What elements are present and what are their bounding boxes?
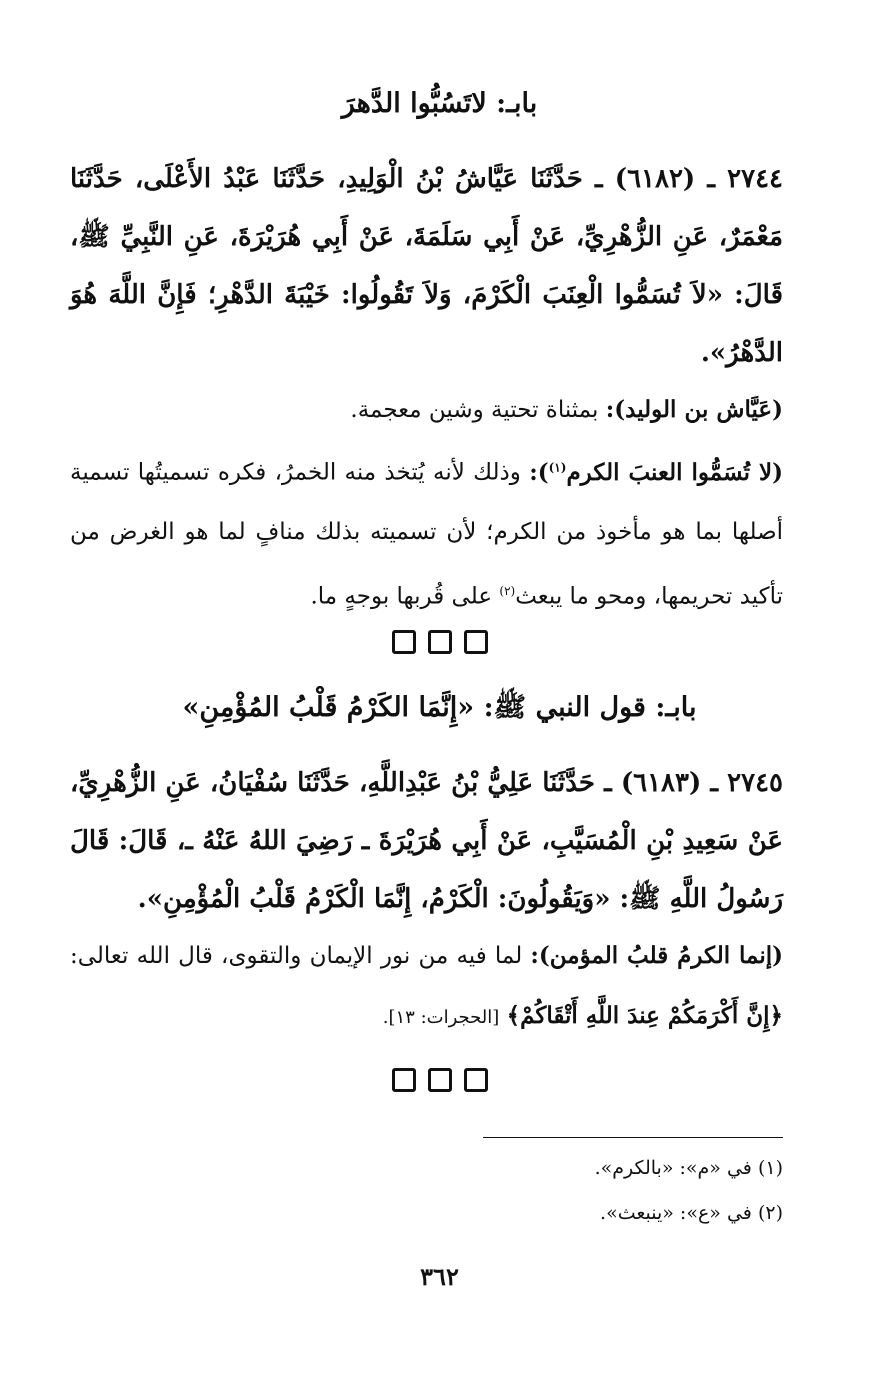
footnote-number: (١) xyxy=(757,1157,783,1179)
commentary-text: بمثناة تحتية وشين معجمة. xyxy=(350,397,599,423)
square-ornament-icon xyxy=(428,630,452,654)
commentary-term: (عَيَّاش بن الوليد): xyxy=(605,396,783,423)
square-ornament-icon xyxy=(464,1068,488,1092)
section-separator xyxy=(0,630,879,654)
footnote-text: في «ع»: «ينبعث». xyxy=(600,1202,752,1224)
commentary-note-3 xyxy=(70,926,783,1047)
commentary-term: (إنما الكرمُ قلبُ المؤمن): xyxy=(530,942,783,969)
hadith-2745: ٢٧٤٥ ـ (٦١٨٣) ـ حَدَّثَنَا عَلِيُّ بْنُ عَبْدِاللَّهِ، حَدَّثَنَا سُفْيَانُ، عَنِ الزُّهْرِيِّ، عَنْ سَعِيدِ بْنِ الْمُسَيَّبِ، عَنْ أَبِي هُرَيْرَةَ ـ رَضِيَ اللهُ عَنْهُ ـ، قَالَ: قَالَ رَسُولُ اللَّهِ ﷺ: «وَيَقُولُونَ: الْكَرْمُ، إِنَّمَا الْكَرْمُ قَلْبُ الْمُؤْمِنِ». xyxy=(70,768,783,914)
square-ornament-icon xyxy=(392,1068,416,1092)
chapter-label: بابـ: xyxy=(496,88,538,119)
commentary-note-1 xyxy=(70,380,783,440)
commentary-text: لما فيه من نور الإيمان والتقوى، قال الله تعالى: xyxy=(70,943,523,969)
footnote-ref-2[interactable]: (٢) xyxy=(499,583,516,598)
chapter-title: قول النبي ﷺ: «إِنَّمَا الكَرْمُ قَلْبُ المُؤْمِنِ» xyxy=(182,692,646,723)
chapter-heading-1 xyxy=(70,88,809,120)
commentary-note-2 xyxy=(70,438,783,626)
footnote-2 xyxy=(600,1202,783,1225)
commentary-text: وذلك لأنه يُتخذ منه الخمرُ، فكره تسميتُها تسمية أصلها بما هو مأخوذ من الكرم؛ لأن تسميته بذلك منافٍ لما هو الغرض من تأكيد تحريمها، ومحو ما يبعث xyxy=(70,459,783,610)
hadith-2744: ٢٧٤٤ ـ (٦١٨٢) ـ حَدَّثَنَا عَيَّاشُ بْنُ الْوَلِيدِ، حَدَّثَنَا عَبْدُ الأَعْلَى، حَدَّثَنَا مَعْمَرٌ، عَنِ الزُّهْرِيِّ، عَنْ أَبِي سَلَمَةَ، عَنْ أَبِي هُرَيْرَةَ، عَنِ النَّبِيِّ ﷺ، قَالَ: «لاَ تُسَمُّوا الْعِنَبَ الْكَرْمَ، وَلاَ تَقُولُوا: خَيْبَةَ الدَّهْرِ؛ فَإِنَّ اللَّهَ هُوَ الدَّهْرُ». xyxy=(70,164,783,368)
commentary-term: (لا تُسَمُّوا العنبَ الكرم$^{(١)}$): xyxy=(529,458,783,486)
footnote-1 xyxy=(595,1157,783,1180)
section-separator xyxy=(0,1068,879,1092)
square-ornament-icon xyxy=(392,630,416,654)
quran-verse: ﴿إِنَّ أَكْرَمَكُمْ عِندَ اللَّهِ أَتْقَاكُمْ﴾ xyxy=(506,1002,783,1029)
page-number: ٣٦٢ xyxy=(420,1262,459,1291)
square-ornament-icon xyxy=(428,1068,452,1092)
footnote-divider xyxy=(483,1137,783,1138)
footnote-ref-1[interactable]: (١) xyxy=(548,460,567,474)
quran-reference: [الحجرات: ١٣]. xyxy=(382,1007,500,1028)
footnote-text: في «م»: «بالكرم». xyxy=(594,1157,752,1179)
chapter-label: بابـ: xyxy=(655,692,697,723)
chapter-heading-2 xyxy=(70,692,809,724)
footnote-number: (٢) xyxy=(757,1202,783,1224)
commentary-text-end: على قُربها بوجهٍ ما. xyxy=(310,583,493,610)
chapter-title: لاتَسُبُّوا الدَّهرَ xyxy=(341,88,487,119)
square-ornament-icon xyxy=(464,630,488,654)
